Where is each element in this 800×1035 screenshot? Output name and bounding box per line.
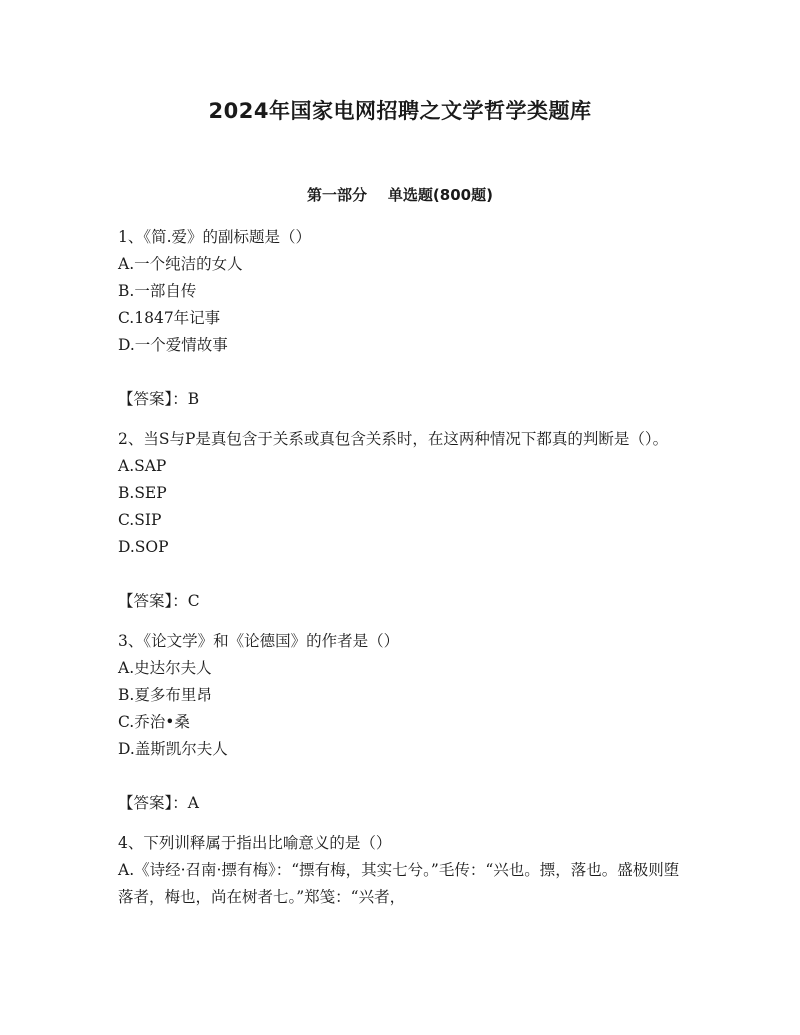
option-c: C.乔治•桑 — [118, 713, 190, 731]
answer-value: C — [187, 592, 200, 610]
answer-line — [118, 588, 688, 615]
section-heading: 第一部分 单选题(800题) — [307, 186, 493, 204]
option-d: D.一个爱情故事 — [118, 336, 228, 354]
question-3 — [118, 628, 688, 817]
question-stem: 2、当S与P是真包含于关系或真包含关系时，在这两种情况下都真的判断是（）。 — [118, 430, 669, 448]
question-stem: 1、《简.爱》的副标题是（） — [118, 228, 312, 246]
answer-value: A — [187, 794, 199, 812]
option-b: B.一部自传 — [118, 282, 197, 300]
answer-line — [118, 386, 688, 413]
option-d: D.SOP — [118, 538, 169, 556]
question-4 — [118, 830, 688, 911]
option-a: A.SAP — [118, 457, 167, 475]
option-a: A.《诗经·召南·摽有梅》：“摽有梅，其实七兮。”毛传：“兴也。摽，落也。盛极则堕落者，梅也，尚在树者七。”郑笺：“兴者， — [118, 861, 680, 906]
question-stem: 4、下列训释属于指出比喻意义的是（） — [118, 834, 392, 852]
option-b: B.SEP — [118, 484, 167, 502]
question-1 — [118, 224, 688, 413]
question-list — [118, 224, 688, 911]
answer-label: 【答案】： — [118, 390, 188, 408]
answer-line — [118, 790, 688, 817]
option-c: C.SIP — [118, 511, 162, 529]
option-c: C.1847年记事 — [118, 309, 221, 327]
option-a: A.史达尔夫人 — [118, 659, 212, 677]
option-b: B.夏多布里昂 — [118, 686, 212, 704]
document-title: 2024年国家电网招聘之文学哲学类题库 — [208, 99, 592, 123]
answer-value: B — [187, 390, 200, 408]
question-stem: 3、《论文学》和《论德国》的作者是（） — [118, 632, 400, 650]
question-2 — [118, 426, 688, 615]
answer-label: 【答案】： — [118, 794, 188, 812]
option-a: A.一个纯洁的女人 — [118, 255, 243, 273]
option-d: D.盖斯凯尔夫人 — [118, 740, 228, 758]
answer-label: 【答案】： — [118, 592, 188, 610]
